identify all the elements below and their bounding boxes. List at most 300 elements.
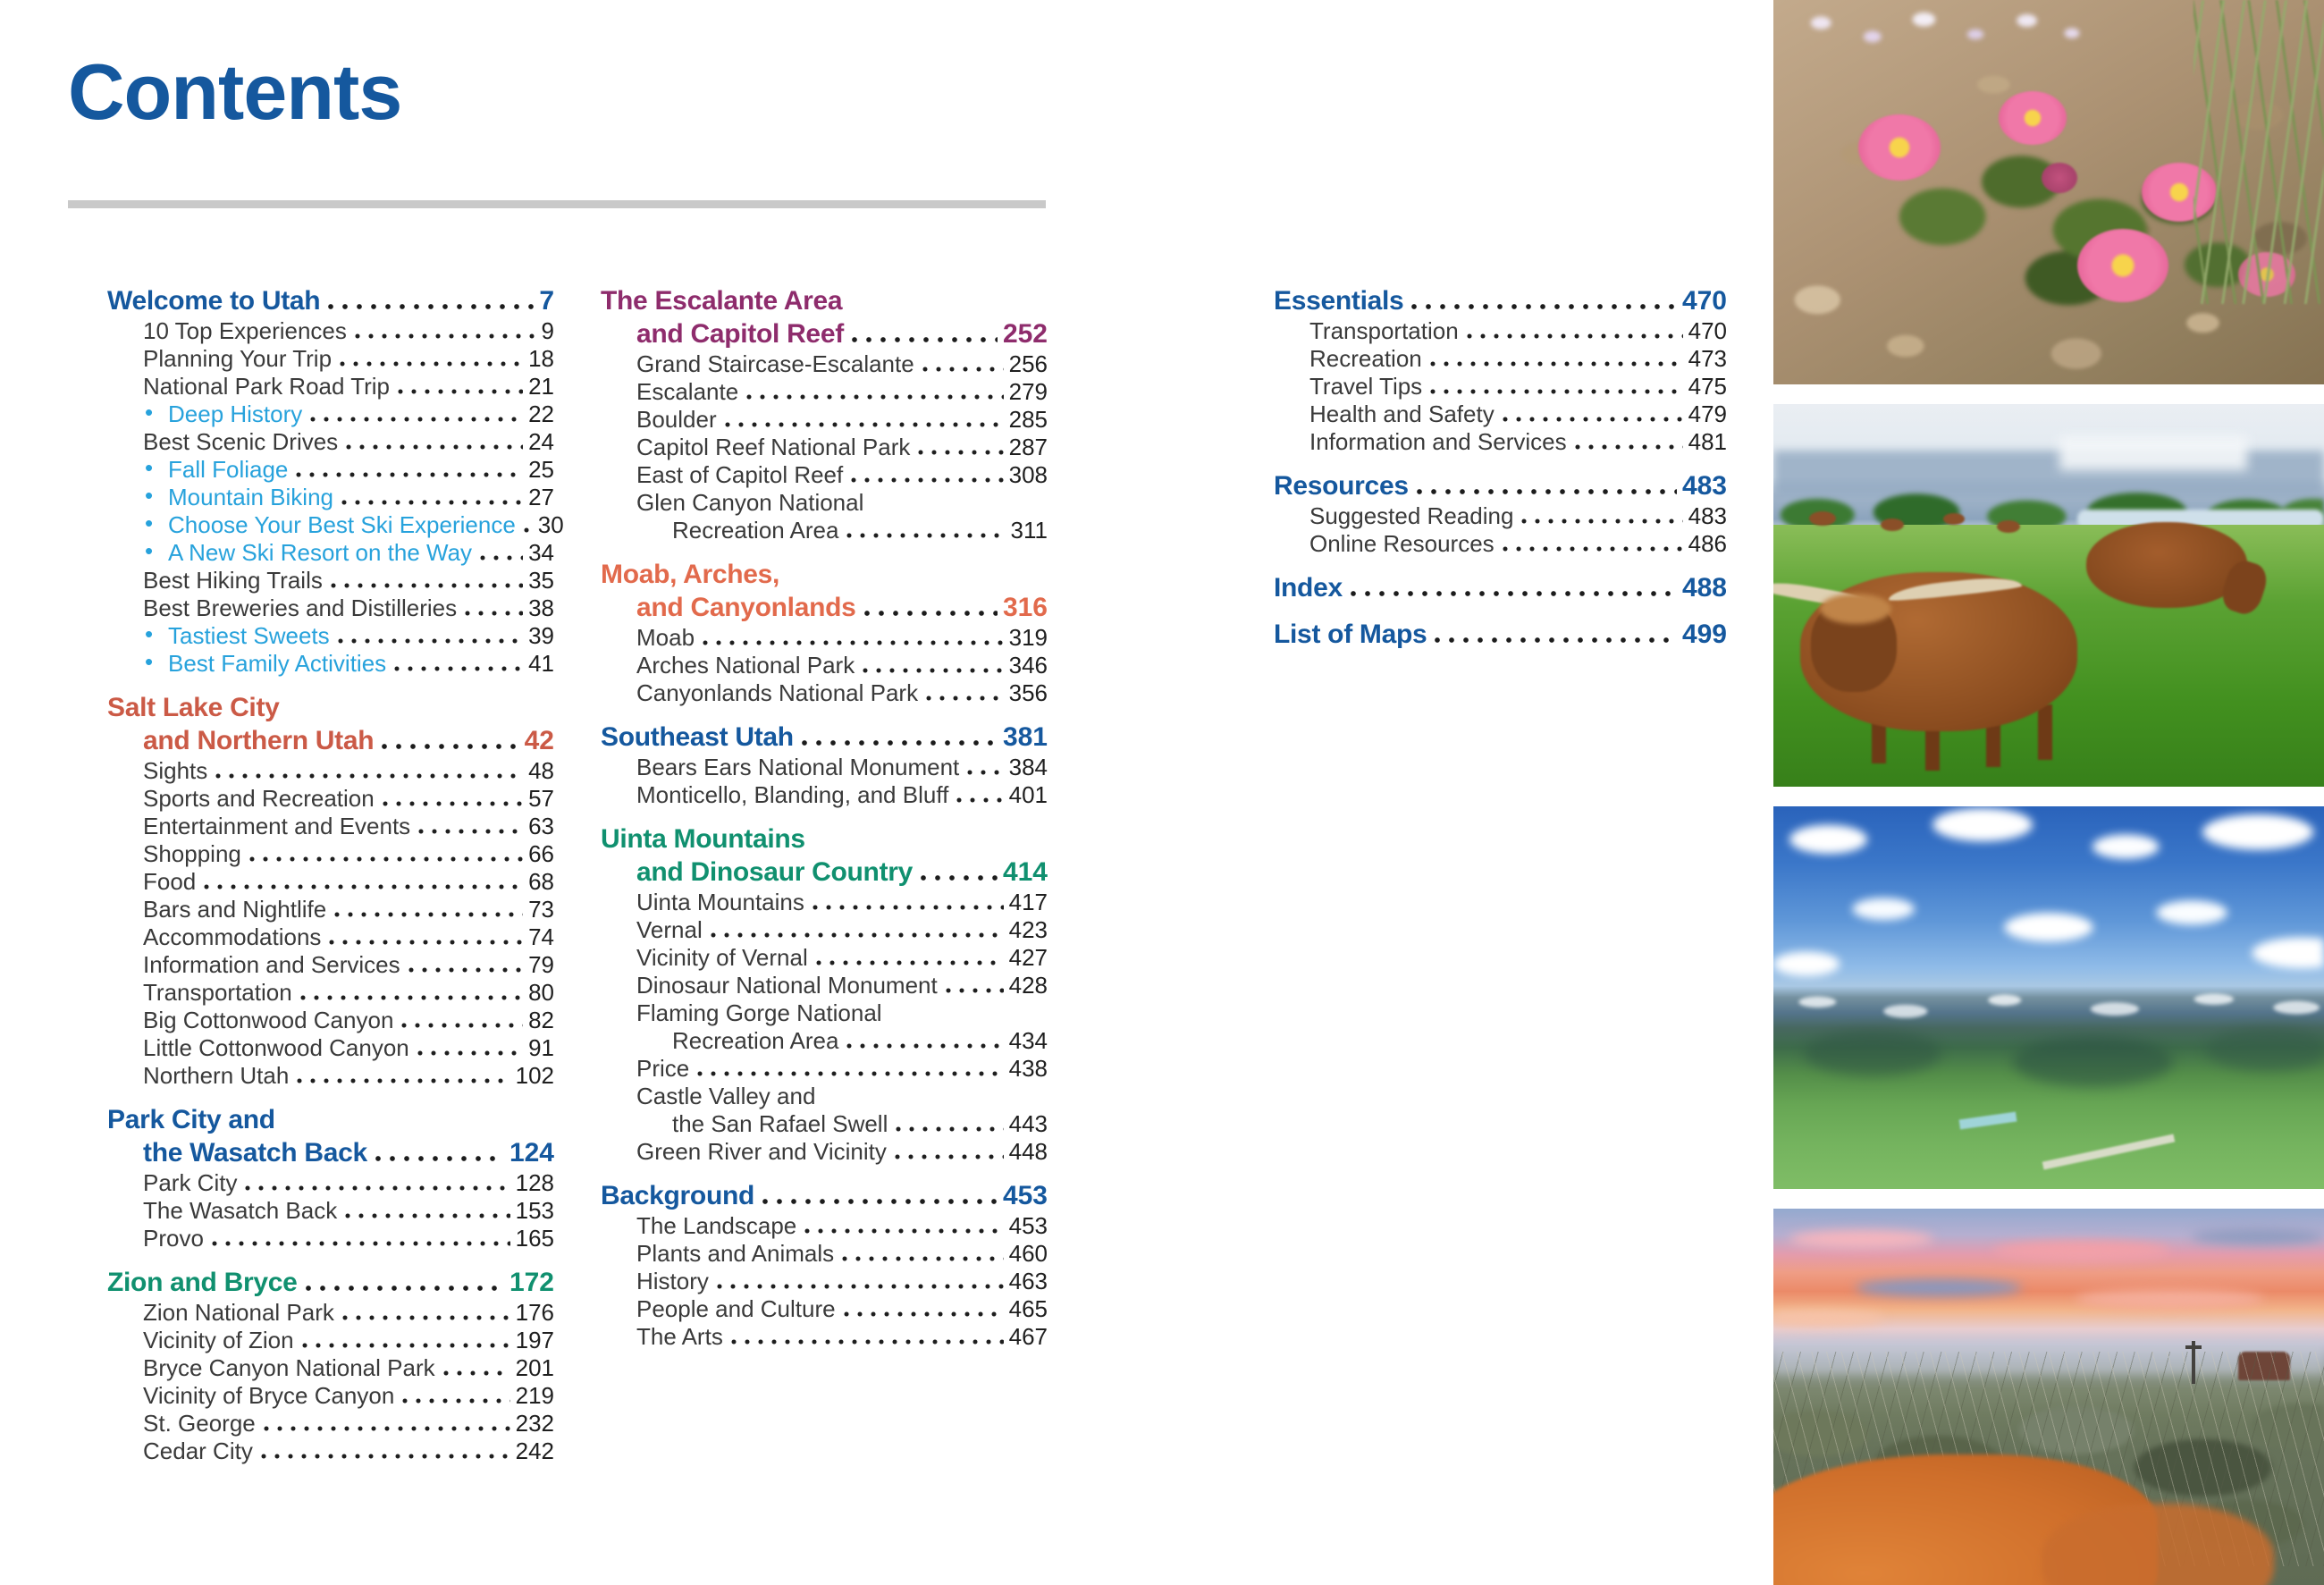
toc-entry	[601, 350, 1048, 378]
leader-dots	[956, 781, 1003, 809]
toc-entry-label: Vicinity of Vernal	[636, 944, 808, 971]
page-number: 285	[1008, 406, 1048, 433]
toc-section	[107, 691, 554, 1090]
toc-entry-label: Northern Utah	[143, 1062, 290, 1089]
cow-fringe	[1820, 594, 1891, 624]
page-number: 453	[1008, 1212, 1048, 1239]
page-number: 475	[1688, 373, 1727, 400]
pond	[1959, 1112, 2017, 1130]
leader-dots	[922, 350, 1004, 378]
toc-entry	[107, 785, 554, 813]
toc-section	[1274, 618, 1727, 651]
leader-dots	[802, 721, 998, 754]
toc-entry-label: Castle Valley and	[636, 1083, 816, 1109]
page-number: 465	[1008, 1295, 1048, 1322]
toc-section	[107, 1266, 554, 1465]
section-title-row	[1274, 469, 1727, 502]
page-number: 22	[528, 400, 554, 427]
toc-entry-label: Zion National Park	[143, 1299, 334, 1326]
toc-entry	[107, 1062, 554, 1090]
page-number: 91	[528, 1034, 554, 1061]
toc-entry	[601, 652, 1048, 679]
leader-dots	[846, 517, 1005, 544]
toc-entry-label: Planning Your Trip	[143, 345, 333, 372]
section-title: Welcome to Utah	[107, 286, 321, 316]
section-title: Essentials	[1274, 286, 1404, 316]
toc-entry-label: Vicinity of Bryce Canyon	[143, 1382, 395, 1409]
leader-dots	[215, 757, 523, 785]
leader-dots	[1430, 373, 1682, 400]
section-title: Resources	[1274, 471, 1409, 501]
toc-entry	[601, 1323, 1048, 1351]
toc-entry	[601, 434, 1048, 461]
toc-entry-label: Park City	[143, 1169, 238, 1196]
toc-entry-label: Sights	[143, 757, 208, 784]
toc-entry	[601, 1212, 1048, 1240]
page-number: 463	[1008, 1268, 1048, 1294]
toc-entry-label: Provo	[143, 1225, 204, 1252]
toc-entry	[107, 1299, 554, 1327]
toc-entry	[1274, 530, 1727, 558]
leader-dots	[408, 951, 523, 979]
page-number: 467	[1008, 1323, 1048, 1350]
toc-entry	[107, 1382, 554, 1410]
page-number: 438	[1008, 1055, 1048, 1082]
page-number: 219	[515, 1382, 554, 1409]
photo-mountain-vista	[1773, 806, 2324, 1189]
toc-entry	[107, 1007, 554, 1034]
leader-dots	[331, 567, 523, 594]
leader-dots	[375, 1136, 504, 1169]
leader-dots	[443, 1354, 510, 1382]
flower-bud	[2042, 163, 2077, 193]
leader-dots	[926, 679, 1004, 707]
toc-entry	[601, 1268, 1048, 1295]
page-number: 73	[528, 896, 554, 923]
leader-dots	[245, 1169, 509, 1197]
toc-entry-label: Suggested Reading	[1309, 502, 1514, 529]
toc-entry	[107, 1354, 554, 1382]
toc-section	[1274, 469, 1727, 558]
toc-entry-continued	[601, 1027, 1048, 1055]
page-number: 9	[541, 317, 554, 344]
toc-entry	[601, 1240, 1048, 1268]
leader-dots	[346, 428, 523, 456]
distant-cow	[1997, 520, 2020, 533]
page-number: 287	[1008, 434, 1048, 460]
toc-entry-label: Transportation	[143, 979, 292, 1006]
leader-dots	[204, 868, 523, 896]
toc-entry	[601, 889, 1048, 916]
page-number: 74	[528, 923, 554, 950]
snow-cap	[2059, 436, 2247, 470]
page-number: 102	[515, 1062, 554, 1089]
toc-entry	[601, 781, 1048, 809]
toc-entry	[601, 1055, 1048, 1083]
toc-entry-label: History	[636, 1268, 709, 1294]
leader-dots	[717, 1268, 1004, 1295]
toc-entry	[107, 896, 554, 923]
section-title: Uinta Mountains	[601, 824, 805, 854]
toc-entry-label: Arches National Park	[636, 652, 855, 679]
section-title: The Escalante Area	[601, 286, 843, 316]
leader-dots	[401, 1007, 523, 1034]
toc-entry-continued	[601, 517, 1048, 544]
leader-dots	[480, 539, 523, 567]
page-number: 24	[528, 428, 554, 455]
toc-entry	[1274, 373, 1727, 400]
leader-dots	[896, 1110, 1003, 1138]
page-number: 443	[1008, 1110, 1048, 1137]
toc-entry-label: Sports and Recreation	[143, 785, 375, 812]
page-number: 460	[1008, 1240, 1048, 1267]
leader-dots	[804, 1212, 1003, 1240]
toc-section	[1274, 571, 1727, 604]
sunset-clouds	[1773, 1216, 2324, 1332]
toc-entry	[601, 679, 1048, 707]
section-title-line2: and Northern Utah	[143, 726, 375, 755]
page-number: 434	[1008, 1027, 1048, 1054]
leader-dots	[731, 1323, 1004, 1351]
toc-entry-label: Escalante	[636, 378, 739, 405]
page-number: 153	[515, 1197, 554, 1224]
section-title: List of Maps	[1274, 620, 1427, 649]
section-title-row2	[107, 1136, 554, 1169]
page-number: 356	[1008, 679, 1048, 706]
section-page-number: 252	[1002, 319, 1048, 349]
section-title: Moab, Arches,	[601, 560, 780, 589]
toc-entry	[601, 1295, 1048, 1323]
toc-entry-label: Recreation Area	[672, 517, 839, 544]
toc-entry-label: Monticello, Blanding, and Bluff	[636, 781, 949, 808]
toc-section	[601, 1179, 1048, 1351]
toc-entry-label: Recreation	[1309, 345, 1422, 372]
toc-entry-label: East of Capitol Reef	[636, 461, 844, 488]
leader-dots	[334, 896, 523, 923]
leader-dots	[918, 434, 1003, 461]
leader-dots	[394, 650, 523, 678]
toc-entry-label: Flaming Gorge National	[636, 999, 882, 1026]
leader-dots	[402, 1382, 509, 1410]
leader-dots	[524, 511, 533, 539]
toc-entry	[601, 999, 1048, 1027]
toc-entry-label: • Best Family Activities	[168, 650, 387, 677]
grass-tuft	[2193, 0, 2324, 304]
photo-highland-cattle	[1773, 404, 2324, 787]
page-number: 80	[528, 979, 554, 1006]
photo-cactus-blossoms	[1773, 0, 2324, 384]
toc-entry	[107, 1197, 554, 1225]
section-title-row	[107, 1103, 554, 1136]
page-number: 48	[528, 757, 554, 784]
section-page-number: 499	[1681, 620, 1727, 649]
section-page-number: 414	[1002, 857, 1048, 887]
leader-dots	[844, 1295, 1004, 1323]
toc-entry	[107, 868, 554, 896]
leader-dots	[342, 1299, 510, 1327]
leader-dots	[1575, 428, 1683, 456]
section-title: Southeast Utah	[601, 722, 794, 752]
toc-entry	[1274, 502, 1727, 530]
leader-dots	[1521, 502, 1682, 530]
section-title-row2	[107, 724, 554, 757]
page-number: 25	[528, 456, 554, 483]
toc-entry	[601, 378, 1048, 406]
leader-dots	[921, 856, 998, 889]
page-number: 201	[515, 1354, 554, 1381]
title-divider-rule	[68, 200, 1046, 208]
section-page-number: 381	[1002, 722, 1048, 752]
leader-dots	[967, 754, 1003, 781]
toc-entry-label: Boulder	[636, 406, 717, 433]
toc-entry	[1274, 345, 1727, 373]
page-number: 486	[1688, 530, 1727, 557]
page-number: 279	[1008, 378, 1048, 405]
toc-entry-label: Dinosaur National Monument	[636, 972, 938, 999]
toc-entry	[601, 972, 1048, 999]
toc-entry-continued	[601, 1110, 1048, 1138]
toc-entry-label: 10 Top Experiences	[143, 317, 347, 344]
toc-entry	[107, 539, 554, 567]
leader-dots	[345, 1197, 509, 1225]
page-number: 197	[515, 1327, 554, 1353]
toc-entry-label: • Mountain Biking	[168, 484, 333, 510]
toc-entry	[107, 979, 554, 1007]
toc-entry	[601, 624, 1048, 652]
leader-dots	[703, 624, 1004, 652]
toc-entry-label: Best Scenic Drives	[143, 428, 339, 455]
toc-entry	[601, 461, 1048, 489]
leader-dots	[846, 1027, 1003, 1055]
toc-column	[107, 284, 564, 1479]
leader-dots	[746, 378, 1003, 406]
toc-entry-label: Capitol Reef National Park	[636, 434, 911, 460]
section-title-row	[107, 284, 554, 317]
leader-dots	[1351, 571, 1677, 604]
leader-dots	[851, 461, 1003, 489]
toc-entry-label: Little Cottonwood Canyon	[143, 1034, 409, 1061]
toc-entry-label: Travel Tips	[1309, 373, 1423, 400]
toc-entry	[107, 484, 554, 511]
leader-dots	[417, 1034, 523, 1062]
leader-dots	[852, 317, 998, 350]
leader-dots	[1503, 530, 1683, 558]
page-number: 242	[515, 1437, 554, 1464]
toc-entry-label: • Tastiest Sweets	[168, 622, 330, 649]
page-number: 176	[515, 1299, 554, 1326]
toc-entry-label: Accommodations	[143, 923, 322, 950]
page-number: 308	[1008, 461, 1048, 488]
page-number: 417	[1008, 889, 1048, 915]
toc-entry	[107, 456, 554, 484]
leader-dots	[725, 406, 1004, 434]
photo-desert-sunset	[1773, 1209, 2324, 1585]
leader-dots	[697, 1055, 1003, 1083]
toc-entry-label: Shopping	[143, 840, 241, 867]
leader-dots	[895, 1138, 1004, 1166]
toc-entry	[601, 1083, 1048, 1110]
toc-entry	[601, 916, 1048, 944]
toc-entry-label: • Fall Foliage	[168, 456, 289, 483]
toc-entry-label: Green River and Vicinity	[636, 1138, 887, 1165]
toc-entry-label: The Wasatch Back	[143, 1197, 338, 1224]
hill-shadows	[1773, 1010, 2324, 1096]
toc-entry-label: The Arts	[636, 1323, 723, 1350]
toc-entry	[107, 400, 554, 428]
page-number: 30	[537, 511, 564, 538]
toc-entry-label: St. George	[143, 1410, 256, 1437]
section-page-number: 42	[524, 726, 554, 755]
leader-dots	[1430, 345, 1683, 373]
section-title-row	[1274, 618, 1727, 651]
section-title-row	[601, 284, 1048, 317]
section-title-row	[107, 691, 554, 724]
toc-entry-label: Food	[143, 868, 197, 895]
section-title-line2: the Wasatch Back	[143, 1138, 367, 1168]
section-title-line2: and Canyonlands	[636, 593, 856, 622]
toc-entry	[107, 622, 554, 650]
toc-entry-label: • Deep History	[168, 400, 303, 427]
page-number: 311	[1010, 517, 1048, 544]
toc-entry	[107, 757, 554, 785]
power-pole-crossbar	[2185, 1345, 2202, 1349]
toc-entry	[107, 345, 554, 373]
toc-entry	[107, 1327, 554, 1354]
leader-dots	[1435, 618, 1677, 651]
page-number: 68	[528, 868, 554, 895]
leader-dots	[864, 591, 998, 624]
section-page-number: 316	[1002, 593, 1048, 622]
section-page-number: 7	[539, 286, 554, 316]
page-number: 401	[1008, 781, 1048, 808]
pink-blossom	[1999, 91, 2067, 145]
leader-dots	[1411, 284, 1677, 317]
toc-entry	[107, 428, 554, 456]
leader-dots	[465, 594, 523, 622]
leader-dots	[341, 484, 523, 511]
toc-entry-label: • A New Ski Resort on the Way	[168, 539, 473, 566]
page-number: 34	[528, 539, 554, 566]
toc-entry-label: Bears Ears National Monument	[636, 754, 960, 780]
toc-section	[601, 721, 1048, 809]
toc-entry-label: Health and Safety	[1309, 400, 1495, 427]
leader-dots	[813, 889, 1004, 916]
section-page-number: 124	[509, 1138, 554, 1168]
page-number: 66	[528, 840, 554, 867]
section-title-row	[601, 721, 1048, 754]
page-number: 35	[528, 567, 554, 594]
toc-entry-label: Price	[636, 1055, 690, 1082]
leader-dots	[306, 1266, 504, 1299]
toc-column	[1274, 284, 1727, 664]
toc-entry	[107, 951, 554, 979]
photo-strip	[1773, 0, 2324, 1585]
toc-entry	[107, 1169, 554, 1197]
toc-entry-label: Best Breweries and Distilleries	[143, 594, 458, 621]
toc-entry	[107, 1034, 554, 1062]
section-title-row2	[601, 591, 1048, 624]
page-number: 256	[1008, 350, 1048, 377]
section-title-row	[601, 822, 1048, 856]
pink-blossom	[2077, 229, 2168, 302]
distant-cow	[1809, 511, 1836, 526]
toc-entry-label: Moab	[636, 624, 695, 651]
leader-dots	[300, 979, 523, 1007]
leader-dots	[355, 317, 536, 345]
leader-dots	[946, 972, 1004, 999]
leader-dots	[302, 1327, 510, 1354]
toc-column	[601, 284, 1048, 1364]
toc-entry	[107, 373, 554, 400]
leader-dots	[816, 944, 1004, 972]
toc-entry-label: People and Culture	[636, 1295, 836, 1322]
leader-dots	[398, 373, 523, 400]
toc-section	[601, 558, 1048, 707]
toc-entry	[107, 1225, 554, 1252]
toc-entry	[107, 567, 554, 594]
leader-dots	[212, 1225, 510, 1252]
page-number: 473	[1688, 345, 1727, 372]
section-page-number: 483	[1681, 471, 1727, 501]
toc-entry	[601, 489, 1048, 517]
distant-cow	[1881, 518, 1904, 531]
toc-entry-label: Vicinity of Zion	[143, 1327, 294, 1353]
section-title-row	[601, 558, 1048, 591]
toc-entry	[107, 813, 554, 840]
toc-entry-label: Bars and Nightlife	[143, 896, 327, 923]
page-number: 483	[1688, 502, 1727, 529]
leader-dots	[1417, 469, 1677, 502]
toc-entry	[1274, 317, 1727, 345]
page-number: 39	[528, 622, 554, 649]
section-page-number: 172	[509, 1268, 554, 1297]
section-title: Background	[601, 1181, 755, 1210]
toc-entry	[107, 317, 554, 345]
page-number: 41	[528, 650, 554, 677]
leader-dots	[296, 456, 523, 484]
leader-dots	[382, 724, 518, 757]
leader-dots	[264, 1410, 510, 1437]
section-title: Park City and	[107, 1105, 275, 1134]
leader-dots	[1503, 400, 1683, 428]
toc-entry-label: Online Resources	[1309, 530, 1495, 557]
toc-entry-label: Information and Services	[143, 951, 400, 978]
toc-entry	[107, 923, 554, 951]
toc-entry-label: the San Rafael Swell	[672, 1110, 888, 1137]
leader-dots	[863, 652, 1003, 679]
toc-entry-label: The Landscape	[636, 1212, 797, 1239]
toc-entry	[601, 1138, 1048, 1166]
distant-cow	[1943, 513, 1965, 525]
section-page-number: 488	[1681, 573, 1727, 603]
toc-entry-label: National Park Road Trip	[143, 373, 391, 400]
toc-section	[601, 822, 1048, 1166]
section-title: Zion and Bryce	[107, 1268, 298, 1297]
toc-section	[1274, 284, 1727, 456]
section-title: Index	[1274, 573, 1343, 603]
toc-entry-label: Canyonlands National Park	[636, 679, 919, 706]
leader-dots	[328, 284, 534, 317]
leader-dots	[310, 400, 523, 428]
toc-section	[107, 284, 564, 678]
toc-entry-label: • Choose Your Best Ski Experience	[168, 511, 516, 538]
page-number: 79	[528, 951, 554, 978]
leader-dots	[340, 345, 523, 373]
leader-dots	[418, 813, 523, 840]
toc-entry-label: Bryce Canyon National Park	[143, 1354, 435, 1381]
page-number: 27	[528, 484, 554, 510]
leader-dots	[762, 1179, 998, 1212]
